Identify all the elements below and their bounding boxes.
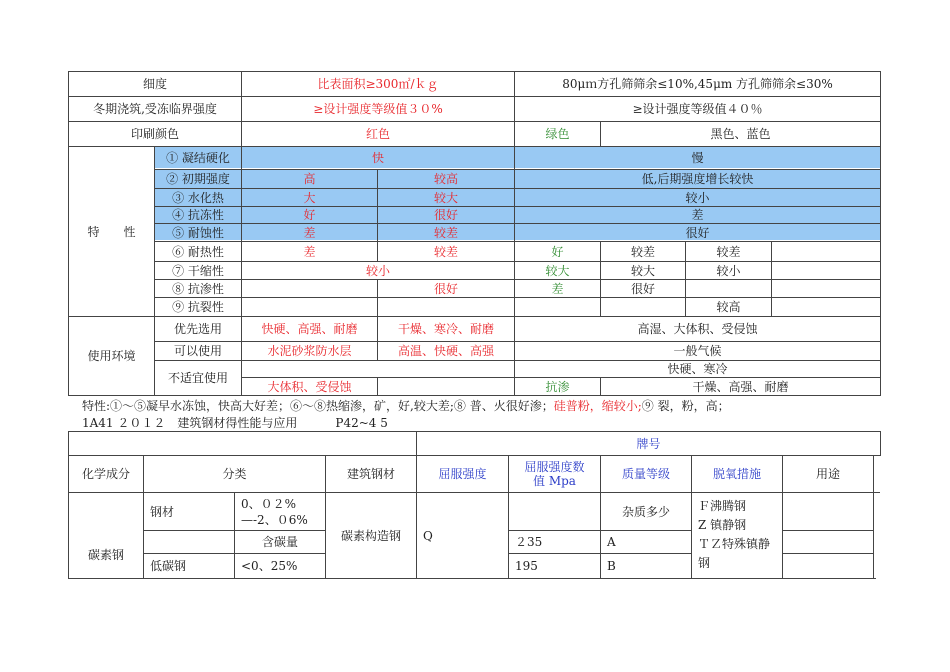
section-pages: P42~4 5 <box>335 416 388 430</box>
p3-a: 大 <box>303 190 316 205</box>
p5-a: 差 <box>303 225 316 240</box>
p6-a: 差 <box>303 244 316 259</box>
p7-b2: 较大 <box>630 263 655 278</box>
print-color-green: 绿色 <box>545 127 570 141</box>
carbon-content-label: 含碳量 <box>261 535 298 549</box>
header-material: 建筑钢材 <box>346 467 395 481</box>
fineness-others: 80μｍ方孔筛筛余≤10%,45μm 方孔筛筛余≤30% <box>562 77 833 91</box>
usage-usable-b: 一般气候 <box>673 344 722 358</box>
quality-grade-a: A <box>607 535 616 549</box>
usage-unsuitable-a: 大体积、受侵蚀 <box>267 379 352 394</box>
deoxidation-methods: Ｆ沸腾钢 Z 镇静钢 ＴＺ特殊镇静钢 <box>698 499 771 570</box>
property-label-7: ⑦ 干缩性 <box>172 263 224 278</box>
header-yield-value: 屈服强度数值 Mpa <box>524 460 585 488</box>
usage-usable-a2: 高温、快硬、高强 <box>397 344 494 358</box>
p8-a2: 很好 <box>433 281 458 296</box>
usage-unsuitable-b1: 抗渗 <box>545 379 570 394</box>
property-label-3: ③ 水化热 <box>172 190 224 205</box>
p5-b: 很好 <box>685 225 710 240</box>
steel-label: 钢材 <box>150 504 175 519</box>
impurity: 杂质多少 <box>621 504 670 519</box>
header-quality: 质量等级 <box>621 467 670 481</box>
property-label-6: ⑥ 耐热性 <box>172 244 224 259</box>
p7-b1: 较大 <box>545 263 570 278</box>
p8-b2: 很好 <box>630 281 655 296</box>
section-code: 1A41 ２０１２ 建筑钢材得性能与应用 <box>82 416 298 430</box>
note-part-2: 硅普粉，缩较小; <box>553 399 642 413</box>
p6-b3: 较差 <box>716 244 741 259</box>
header-classification: 分类 <box>222 467 247 481</box>
p4-b: 差 <box>691 208 704 222</box>
fineness-portland: 比表面积≥300㎡/ｋｇ <box>317 77 439 91</box>
p1-b: 慢 <box>691 151 704 165</box>
p8-b1: 差 <box>551 281 564 296</box>
winter-others: ≥设计强度等级值４０％ <box>632 102 763 116</box>
low-carbon-range: <0、25% <box>241 559 298 573</box>
mnemonic-note <box>82 397 730 414</box>
usage-usable-a: 水泥砂浆防水层 <box>267 344 352 358</box>
usage-group-label: 使用环境 <box>87 349 136 363</box>
usage-preferred-label: 优先选用 <box>173 322 222 336</box>
header-yield: 屈服强度 <box>438 467 487 481</box>
p6-b2: 较差 <box>630 244 655 259</box>
p2-a: 高 <box>303 172 316 186</box>
structural-steel: 碳素构造钢 <box>340 528 401 543</box>
p4-a: 好 <box>303 208 316 222</box>
p9-b3: 较高 <box>716 300 741 314</box>
winter-portland: ≥设计强度等级值３０% <box>313 102 443 116</box>
usage-preferred-a2: 干燥、寒冷、耐磨 <box>397 322 494 336</box>
quality-grade-b: B <box>607 559 616 573</box>
grade-header: 牌号 <box>636 436 661 451</box>
p3-a2: 较大 <box>433 190 458 205</box>
usage-unsuitable-b2: 干燥、高强、耐磨 <box>692 379 789 394</box>
p3-b: 较小 <box>685 190 710 205</box>
usage-unsuitable-b-top: 快硬、寒冷 <box>667 362 728 376</box>
fineness-label: 细度 <box>142 77 167 91</box>
p2-b: 低,后期强度增长较快 <box>641 172 754 186</box>
property-label-4: ④ 抗冻性 <box>172 208 224 222</box>
p4-a2: 很好 <box>433 208 458 222</box>
yield-value-195: 195 <box>515 559 538 573</box>
p5-a2: 较差 <box>433 225 458 240</box>
section-heading <box>82 414 388 431</box>
steel-range: 0、０２%—-2、０6% <box>241 496 308 527</box>
p6-b1: 好 <box>551 244 564 259</box>
print-color-label: 印刷颜色 <box>130 127 179 141</box>
properties-group-label: 特 性 <box>87 224 136 239</box>
grade-symbol: Q <box>423 528 433 543</box>
note-part-3: ⑨ 裂，粉，高； <box>641 399 730 413</box>
p1-a: 快 <box>371 151 384 165</box>
header-use: 用途 <box>815 467 840 481</box>
yield-value-235: ２35 <box>515 535 543 549</box>
property-label-5: ⑤ 耐蚀性 <box>172 225 224 240</box>
usage-preferred-a: 快硬、高强、耐磨 <box>261 322 358 336</box>
usage-preferred-b: 高湿、大体积、受侵蚀 <box>637 322 758 336</box>
property-label-2: ② 初期强度 <box>166 172 230 186</box>
property-label-8: ⑧ 抗渗性 <box>172 281 224 296</box>
p2-a2: 较高 <box>433 172 458 186</box>
p7-b3: 较小 <box>716 263 741 278</box>
property-label-1: ① 凝结硬化 <box>166 151 230 165</box>
header-composition: 化学成分 <box>81 467 130 481</box>
print-color-red: 红色 <box>365 127 390 141</box>
winter-label: 冬期浇筑,受冻临界强度 <box>93 102 217 116</box>
print-color-black-blue: 黑色、蓝色 <box>710 127 771 141</box>
usage-usable-label: 可以使用 <box>173 344 222 358</box>
low-carbon-label: 低碳钢 <box>150 559 187 573</box>
p6-a2: 较差 <box>433 244 458 259</box>
carbon-steel-label: 碳素钢 <box>87 547 124 562</box>
note-part-1: 特性:①～⑤凝早水冻蚀，快高大好差；⑥～⑧热缩渗，矿，好,较大差;⑧ 普、火很好渗； <box>82 399 554 413</box>
property-label-9: ⑨ 抗裂性 <box>172 300 224 314</box>
usage-unsuitable-label: 不适宜使用 <box>167 371 228 385</box>
header-deoxidation: 脱氧措施 <box>712 467 761 481</box>
p7-a: 较小 <box>365 263 390 278</box>
